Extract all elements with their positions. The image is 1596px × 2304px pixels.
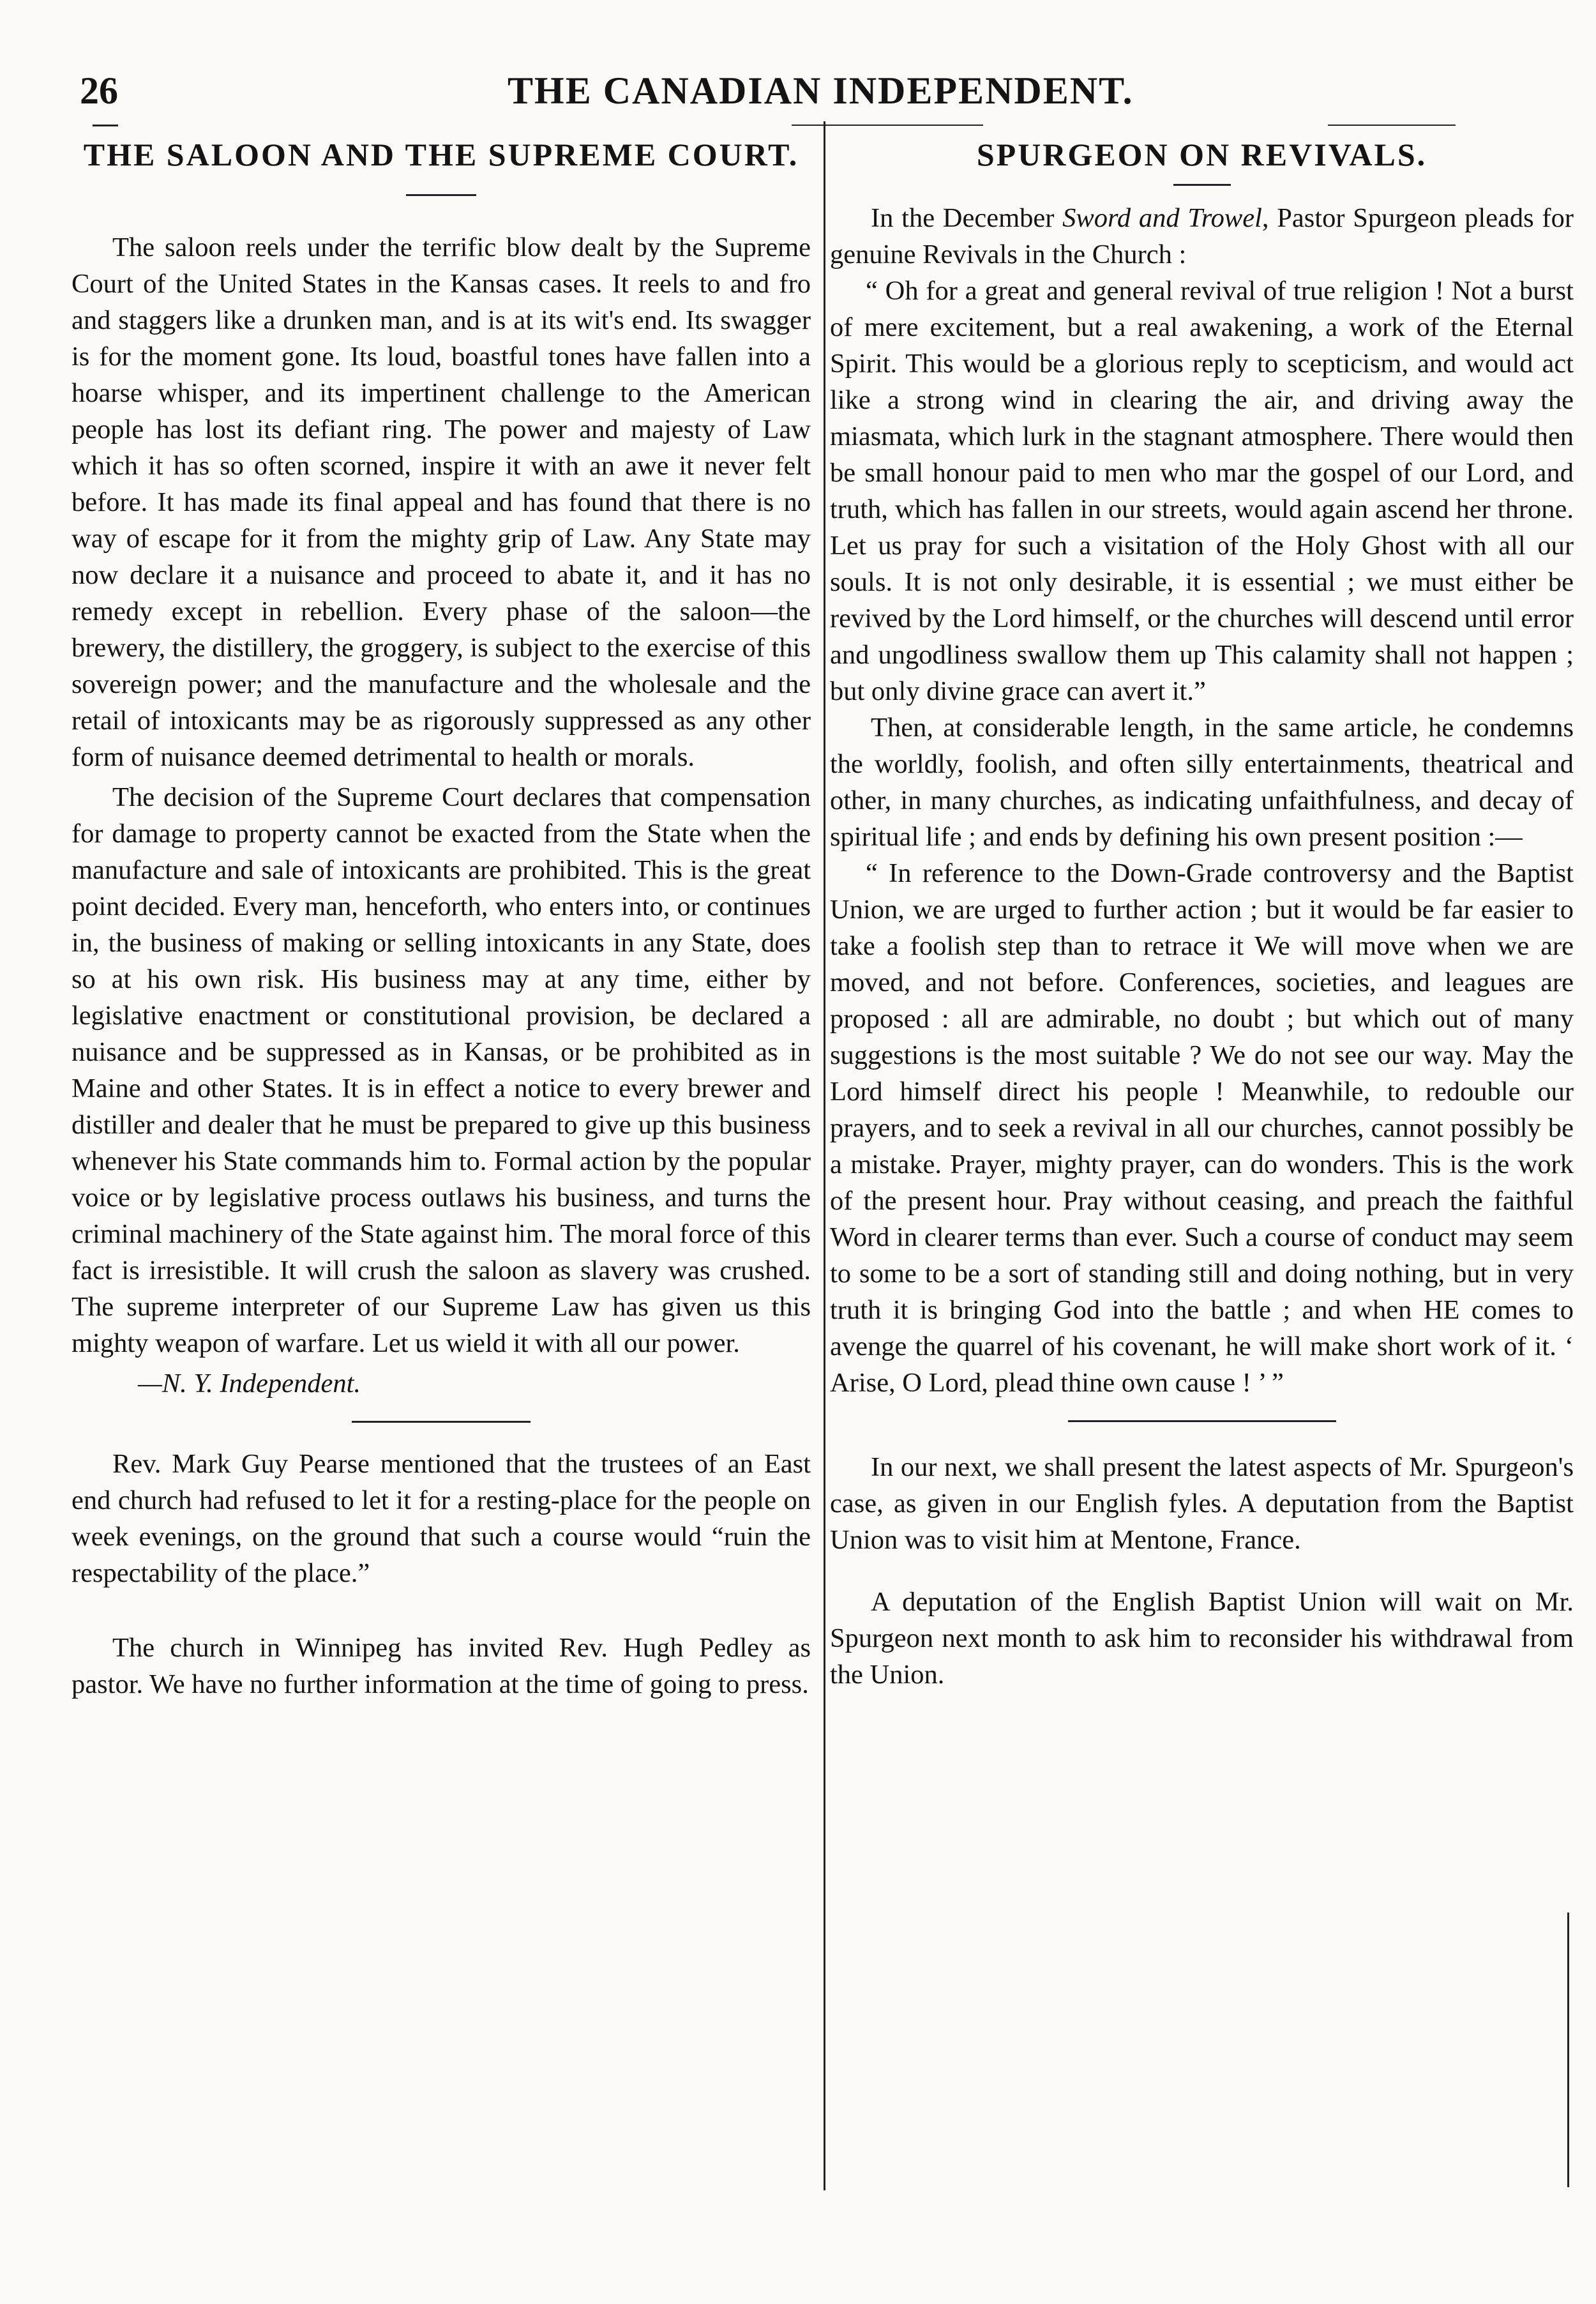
article-paragraph: The decision of the Supreme Court declares that compensation for damage to property cannot be exacted from the State when the manufacture and sale of intoxicants are prohibited. This is the great point decided. Every man, henceforth, who enters into, or continues in, the business of making or selling intoxicants in any State, does so at his own risk. His business may at any time, either by legislative enactment or constitutional provision, be declared a nuisance and be suppressed as in Kansas, or be prohibited as in Maine and other States. It is in effect a notice to every brewer and distiller and dealer that he must be prepared to give up this business whenever his State commands him to. Formal action by the popular voice or by legislative process outlaws his business, and turns the criminal machinery of the State against him. The moral force of this fact is irresistible. It will crush the saloon as slavery was crushed. The supreme interpreter of our Supreme Law has given us this mighty weapon of warfare. Let us wield it with all our power. [72, 782, 811, 1358]
right-edge-rule [1567, 1913, 1569, 2187]
news-note-deputation: A deputation of the English Baptist Union will wait on Mr. Spurgeon next month to ask him to reconsider his withdrawal from the Union. [830, 1587, 1574, 1690]
article-intro [830, 200, 1574, 273]
article-title-saloon: THE SALOON AND THE SUPREME COURT. [83, 137, 799, 172]
header-rule-center [792, 125, 983, 126]
article-attribution: —N. Y. Independent. [138, 1368, 361, 1398]
article-title-spurgeon: SPURGEON ON REVIVALS. [976, 137, 1427, 172]
news-note-next-issue: In our next, we shall present the latest aspects of Mr. Spurgeon's case, as given in our English fyles. A deputation from the Baptist Union was to visit him at Mentone, France. [830, 1452, 1574, 1555]
page-header [80, 69, 1548, 126]
article-paragraph: The saloon reels under the terrific blow dealt by the Supreme Court of the United States in the Kansas cases. It reels to and fro and staggers like a drunken man, and is at its wit's end. Its swagger is for the moment gone. Its loud, boastful tones have fallen into a hoarse whisper, and its impertinent challenge to the American people has lost its defiant ring. The power and majesty of Law which it has so often scorned, inspire it with an awe it never felt before. It has made its final appeal and has found that there is no way of escape for it from the mighty grip of Law. Any State may now declare it a nuisance and proceed to abate it, and it has no remedy except in rebellion. Every phase of the saloon—the brewery, the distillery, the groggery, is subject to the exercise of this sovereign power; and the manufacture and the wholesale and the retail of intoxicants may be as rigorously suppressed as any other form of nuisance deemed detrimental to health or morals. [72, 232, 811, 772]
header-rule-left [93, 125, 118, 126]
title-rule [1173, 184, 1231, 186]
journal-title: THE CANADIAN INDEPENDENT. [508, 70, 1134, 112]
quotation-paragraph: “ In reference to the Down-Grade controversy and the Baptist Union, we are urged to further action ; but it would be far easier to take a foolish step than to retrace it We will move when we are moved, and not before. Conferences, societies, and leagues are proposed : all are admirable, no doubt ; but which out of many suggestions is the most suitable ? We do not see our way. May the Lord himself direct his people ! Meanwhile, to redouble our prayers, and to seek a revival in all our churches, cannot possibly be a mistake. Prayer, mighty prayer, can do wonders. This is the work of the present hour. Pray without ceasing, and preach the faithful Word in clearer terms than ever. Such a course of conduct may seem to some to be a sort of standing still and doing nothing, but in very truth it is bringing God into the battle ; and when HE comes to avenge the quarrel of his covenant, he will make short work of it. ‘ Arise, O Lord, plead thine own cause ! ’ ” [830, 858, 1574, 1398]
section-rule [1068, 1420, 1336, 1422]
news-note-pearse: Rev. Mark Guy Pearse mentioned that the trustees of an East end church had refused to let it for a resting-place for the people on week evenings, on the ground that such a course would “ruin the respectability of the place.” [72, 1449, 811, 1588]
page-number: 26 [80, 70, 118, 112]
quotation-paragraph: “ Oh for a great and general revival of true religion ! Not a burst of mere excitement, but a real awakening, a work of the Eternal Spirit. This would be a glorious reply to scepticism, and would act like a strong wind in clearing the air, and driving away the miasmata, which lurk in the stagnant atmosphere. There would then be small honour paid to men who mar the gospel of our Lord, and truth, which has fallen in our streets, would again ascend her throne. Let us pray for such a visitation of the Holy Ghost with all our souls. It is not only desirable, it is essential ; we must either be revived by the Lord himself, or the churches will descend until error and ungodliness swallow them up This calamity shall not happen ; but only divine grace can avert it.” [830, 276, 1574, 706]
title-rule [406, 194, 476, 196]
intro-text: In the December [871, 203, 1063, 233]
left-column [72, 134, 811, 1702]
news-note-winnipeg: The church in Winnipeg has invited Rev. Hugh Pedley as pastor. We have no further information at the time of going to press. [72, 1633, 811, 1699]
right-column [830, 134, 1574, 1693]
column-divider [824, 121, 825, 2190]
intro-text: , Pastor Spurgeon pleads for genuine Revivals in the Church : [830, 203, 1574, 269]
header-rule-right [1328, 125, 1456, 126]
publication-name: Sword and Trowel [1062, 203, 1262, 233]
section-rule [352, 1421, 531, 1423]
article-paragraph: Then, at considerable length, in the same article, he condemns the worldly, foolish, and often silly entertainments, theatrical and other, in many churches, as indicating unfaithfulness, and decay of spiritual life ; and ends by defining his own present position :— [830, 713, 1574, 852]
